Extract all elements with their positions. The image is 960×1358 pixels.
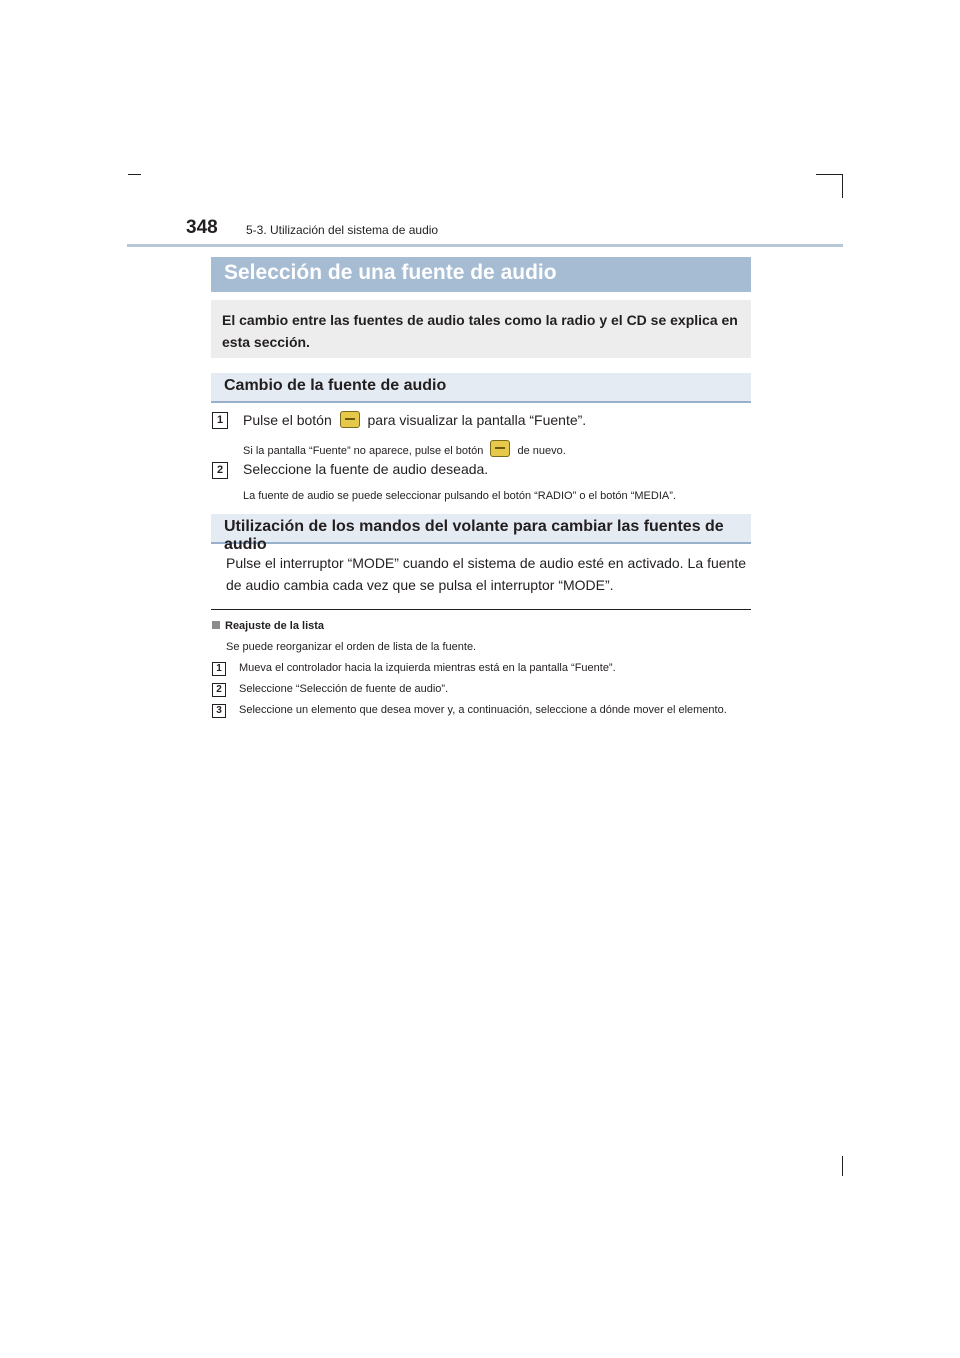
step-text: Seleccione la fuente de audio deseada. [243, 461, 489, 477]
note-step-text: Seleccione “Selección de fuente de audio”. [239, 683, 449, 695]
step-number: 1 [212, 412, 228, 429]
note-step-number: 3 [212, 704, 226, 718]
step-note: La fuente de audio se puede seleccionar pulsando el botón “RADIO” o el botón “MEDIA”. [243, 490, 676, 502]
step-text-part: para visualizar la pantalla “Fuente”. [367, 412, 587, 428]
square-bullet-icon [212, 621, 220, 629]
header-divider [127, 244, 843, 247]
intro-box [211, 300, 751, 358]
body-paragraph: Pulse el interruptor “MODE” cuando el sistema de audio esté en activado. La fuente de audio cambia cada vez que se pulsa el interruptor “MODE”. [226, 555, 746, 593]
note-heading [212, 620, 324, 632]
step-text-part: Pulse el botón [243, 412, 332, 428]
audio-button-icon [490, 440, 510, 457]
step-note [243, 440, 566, 457]
crop-mark [842, 174, 843, 198]
step-number: 2 [212, 462, 228, 479]
note-step-text: Mueva el controlador hacia la izquierda mientras está en la pantalla “Fuente”. [239, 662, 616, 674]
section-title: Selección de una fuente de audio [224, 261, 557, 284]
note-step-number: 1 [212, 662, 226, 676]
subsection-title: Utilización de los mandos del volante para cambiar las fuentes de audio [224, 518, 724, 553]
page-number: 348 [186, 217, 218, 238]
note-body: Se puede reorganizar el orden de lista de la fuente. [226, 641, 477, 653]
step-text [243, 411, 586, 428]
crop-mark [816, 174, 843, 175]
note-step-number: 2 [212, 683, 226, 697]
step-note-part: de nuevo. [517, 445, 566, 457]
header-section-title: 5-3. Utilización del sistema de audio [246, 223, 439, 237]
intro-text: El cambio entre las fuentes de audio tales como la radio y el CD se explica en esta sección. [222, 312, 738, 350]
section-header [211, 257, 751, 292]
note-divider [211, 609, 751, 610]
subsection-header [211, 373, 751, 403]
audio-button-icon [340, 411, 360, 428]
note-heading-text: Reajuste de la lista [225, 620, 325, 632]
step-note-part: Si la pantalla “Fuente” no aparece, pulse el botón [243, 445, 484, 457]
crop-mark [128, 174, 141, 175]
subsection-title: Cambio de la fuente de audio [224, 377, 447, 394]
crop-mark [842, 1156, 843, 1176]
subsection-header [211, 514, 751, 553]
note-step-text: Seleccione un elemento que desea mover y, a continuación, seleccione a dónde mover el elemento. [239, 704, 727, 716]
